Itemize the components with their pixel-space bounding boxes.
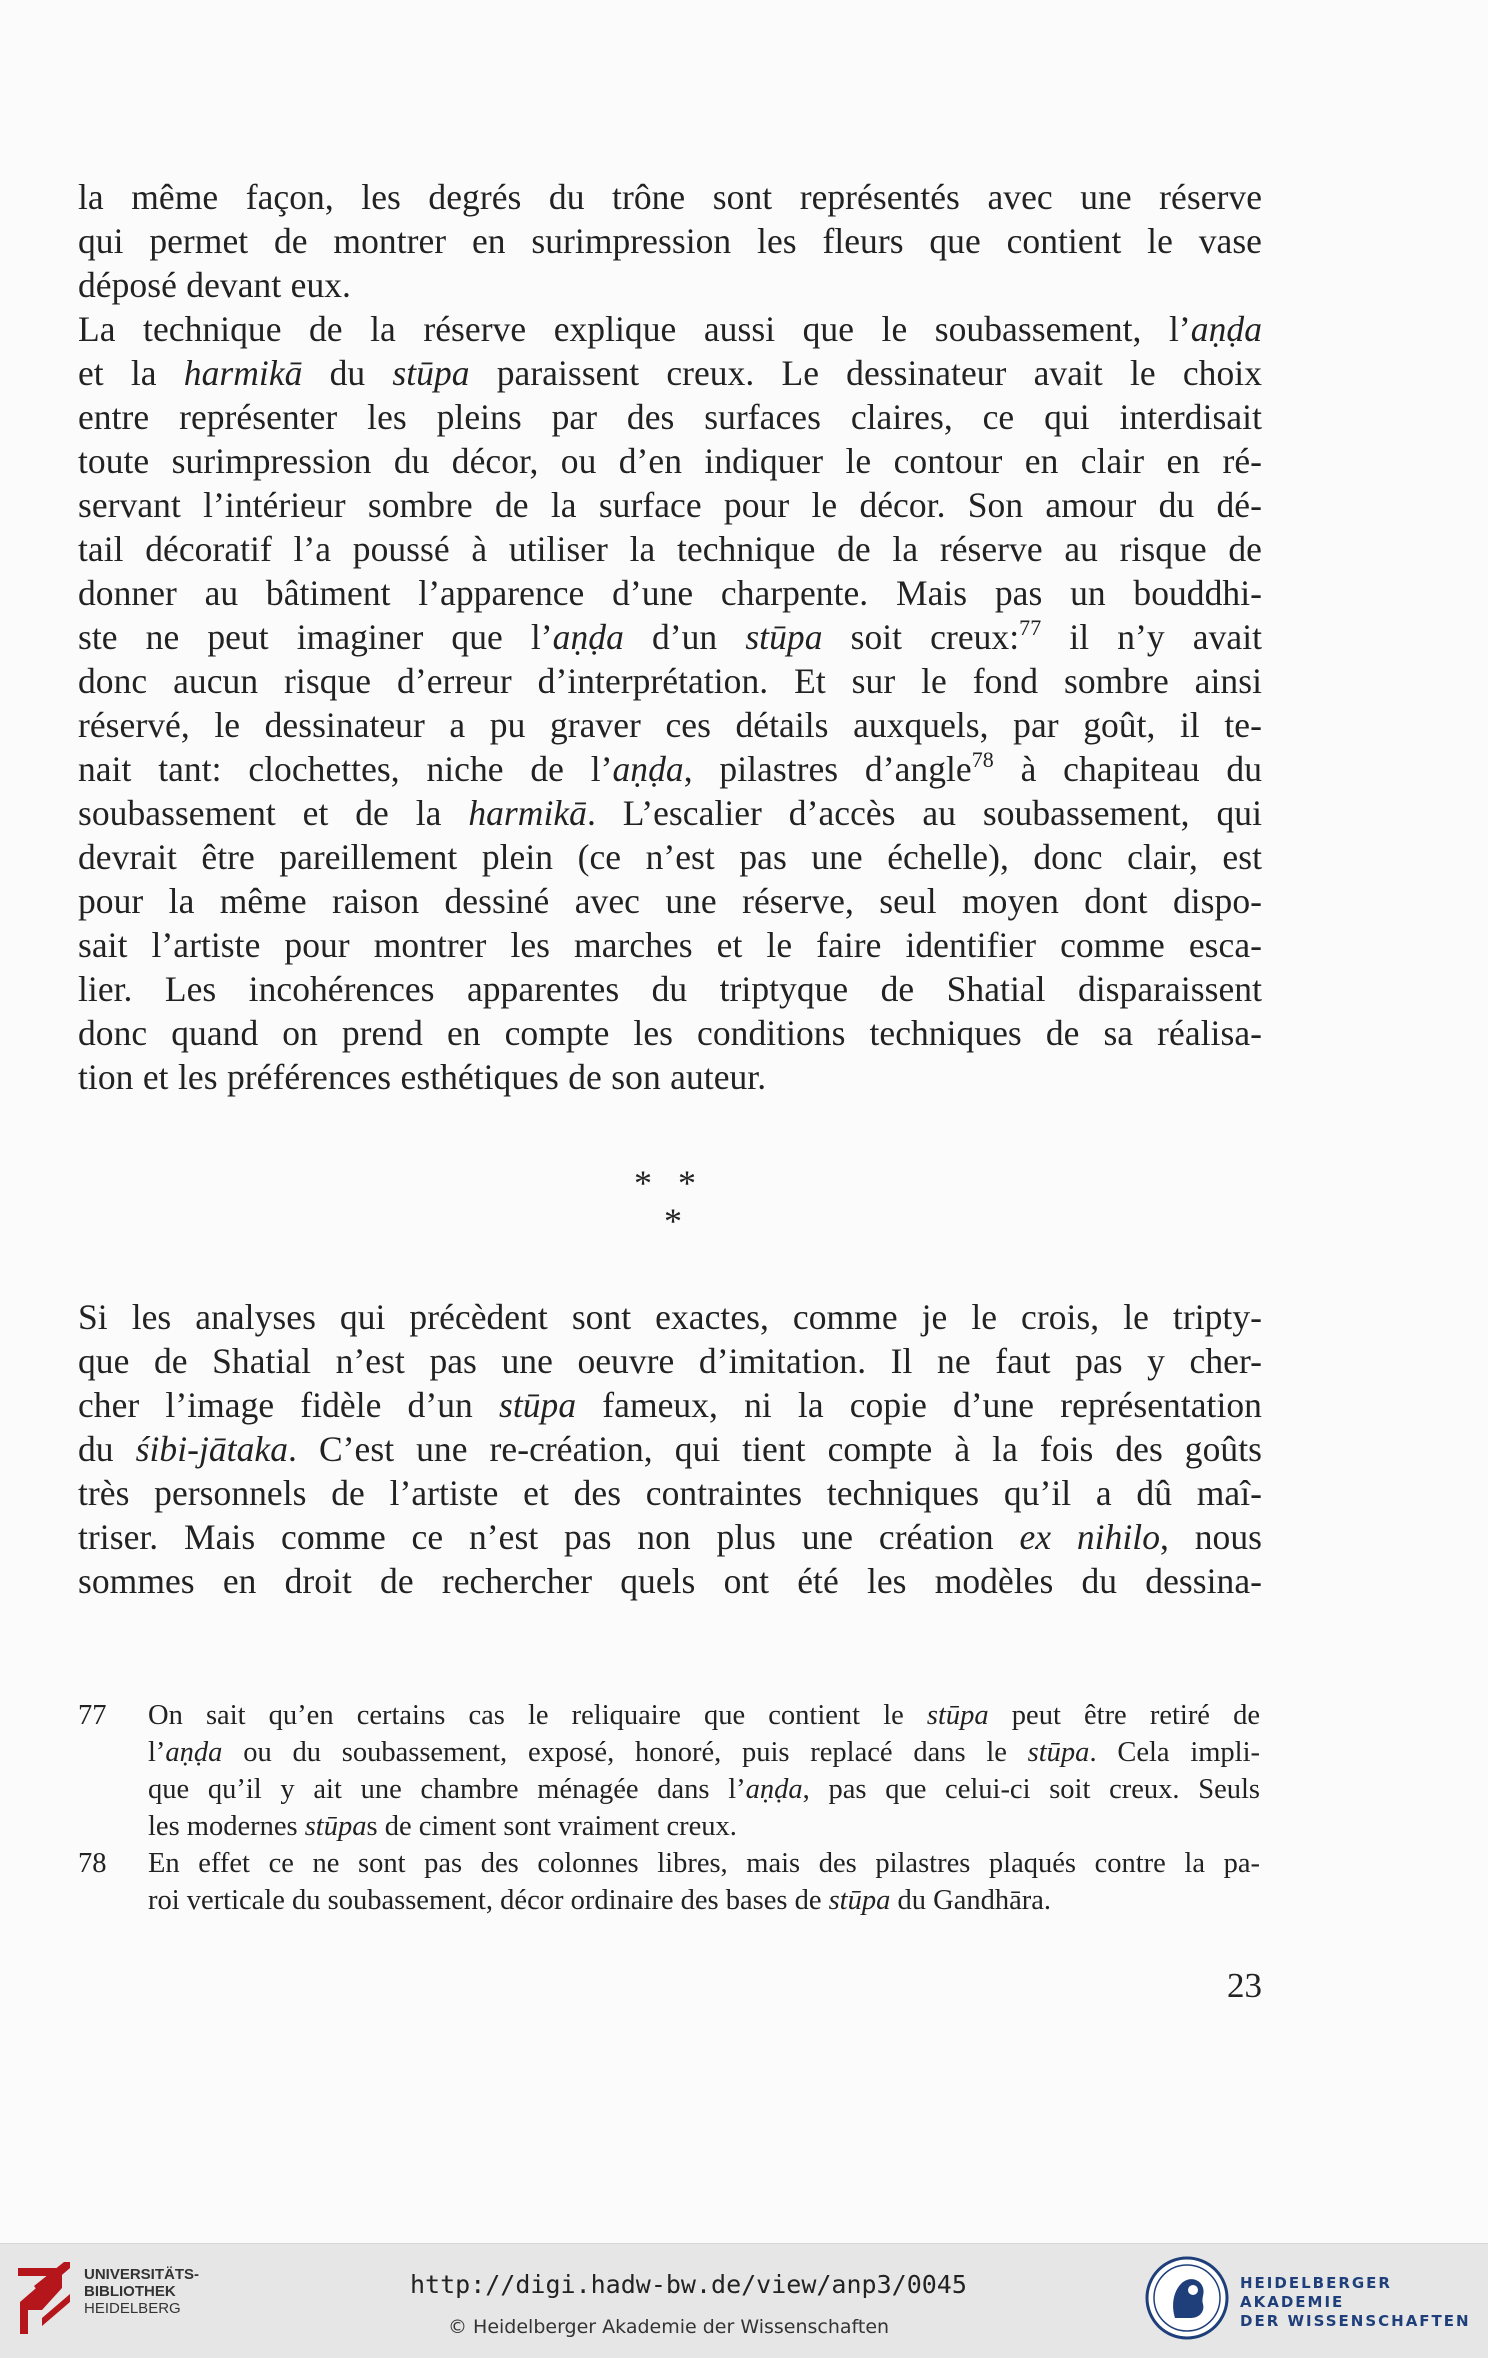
- text-line: que de Shatial n’est pas une oeuvre d’imitation. Il ne faut pas y cher-: [78, 1341, 1262, 1381]
- university-library-logo-icon[interactable]: [14, 2258, 74, 2338]
- text-line: tail décoratif l’a poussé à utiliser la technique de la réserve au risque de: [78, 529, 1262, 569]
- asterisk: *: [664, 1201, 682, 1241]
- section-separator: [620, 1162, 720, 1242]
- text-line: très personnels de l’artiste et des contraintes techniques qu’il a dû maî-: [78, 1473, 1262, 1513]
- footnote-number: 78: [78, 1848, 107, 1879]
- text-line: Si les analyses qui précèdent sont exactes, comme je le crois, le tripty-: [78, 1297, 1262, 1337]
- footnote-line: On sait qu’en certains cas le reliquaire que contient le stūpa peut être retiré de: [148, 1700, 1260, 1731]
- page-number: 23: [1227, 1966, 1262, 2005]
- footnote-line: roi verticale du soubassement, décor ordinaire des bases de stūpa du Gandhāra.: [148, 1885, 1052, 1916]
- footnote-line: En effet ce ne sont pas des colonnes libres, mais des pilastres plaqués contre la pa-: [148, 1848, 1260, 1879]
- asterisk: *: [678, 1163, 696, 1203]
- footer-bar: [0, 2243, 1488, 2358]
- text-line: donc quand on prend en compte les conditions techniques de sa réalisa-: [78, 1013, 1262, 1053]
- text-line: et la harmikā du stūpa paraissent creux. Le dessinateur avait le choix: [78, 353, 1262, 393]
- text-line: ste ne peut imaginer que l’aṇḍa d’un stūpa soit creux:$^{77}$ il n’y avait: [78, 615, 1263, 657]
- university-library-name: UNIVERSITÄTS- BIBLIOTHEK HEIDELBERG: [84, 2266, 200, 2317]
- text-line: triser. Mais comme ce n’est pas non plus une création ex nihilo, nous: [78, 1517, 1262, 1557]
- text-line: entre représenter les pleins par des surfaces claires, ce qui interdisait: [78, 397, 1262, 437]
- text-line: pour la même raison dessiné avec une réserve, seul moyen dont dispo-: [78, 881, 1262, 921]
- text-line: nait tant: clochettes, niche de l’aṇḍa, pilastres d’angle$^{78}$ à chapiteau du: [78, 747, 1262, 789]
- text-line: réservé, le dessinateur a pu graver ces détails auxquels, par goût, il te-: [78, 705, 1262, 745]
- footnote-number: 77: [78, 1700, 107, 1731]
- asterisk: *: [634, 1163, 652, 1203]
- text-line: devrait être pareillement plein (ce n’est pas une échelle), donc clair, est: [78, 837, 1262, 877]
- text-line: La technique de la réserve explique aussi que le soubassement, l’aṇḍa: [78, 309, 1262, 349]
- text-line: lier. Les incohérences apparentes du triptyque de Shatial disparaissent: [78, 969, 1262, 1009]
- text-line: sait l’artiste pour montrer les marches et le faire identifier comme esca-: [78, 925, 1262, 965]
- text-line: donc aucun risque d’erreur d’interprétation. Et sur le fond sombre ainsi: [78, 661, 1262, 701]
- copyright-notice: © Heidelberger Akademie der Wissenschaften: [448, 2316, 890, 2338]
- permalink-url[interactable]: http://digi.hadw-bw.de/view/anp3/0045: [410, 2270, 967, 2299]
- academy-seal-icon[interactable]: [1145, 2256, 1229, 2340]
- text-line: toute surimpression du décor, ou d’en indiquer le contour en clair en ré-: [78, 441, 1262, 481]
- text-line: déposé devant eux.: [78, 265, 351, 305]
- text-line: soubassement et de la harmikā. L’escalier d’accès au soubassement, qui: [78, 793, 1262, 833]
- text-line: donner au bâtiment l’apparence d’une charpente. Mais pas un bouddhi-: [78, 573, 1262, 613]
- footnote-line: que qu’il y ait une chambre ménagée dans l’aṇḍa, pas que celui-ci soit creux. Seuls: [148, 1774, 1261, 1805]
- text-line: servant l’intérieur sombre de la surface pour le décor. Son amour du dé-: [78, 485, 1262, 525]
- academy-name: HEIDELBERGER AKADEMIE DER WISSENSCHAFTEN: [1240, 2274, 1471, 2330]
- text-line: sommes en droit de rechercher quels ont été les modèles du dessina-: [78, 1561, 1262, 1601]
- text-line: cher l’image fidèle d’un stūpa fameux, ni la copie d’une représentation: [78, 1385, 1262, 1425]
- text-line: qui permet de montrer en surimpression les fleurs que contient le vase: [78, 221, 1262, 261]
- footnote-line: l’aṇḍa ou du soubassement, exposé, honoré, puis replacé dans le stūpa. Cela impli-: [148, 1737, 1260, 1768]
- footnote-line: les modernes stūpas de ciment sont vraiment creux.: [148, 1811, 737, 1842]
- text-line: la même façon, les degrés du trône sont représentés avec une réserve: [78, 177, 1262, 217]
- footnote-ref-77[interactable]: 77: [1019, 615, 1042, 640]
- text-line: du śibi-jātaka. C’est une re-création, qui tient compte à la fois des goûts: [78, 1429, 1262, 1469]
- footnote-ref-78[interactable]: 78: [971, 747, 994, 772]
- text-line: tion et les préférences esthétiques de son auteur.: [78, 1057, 767, 1097]
